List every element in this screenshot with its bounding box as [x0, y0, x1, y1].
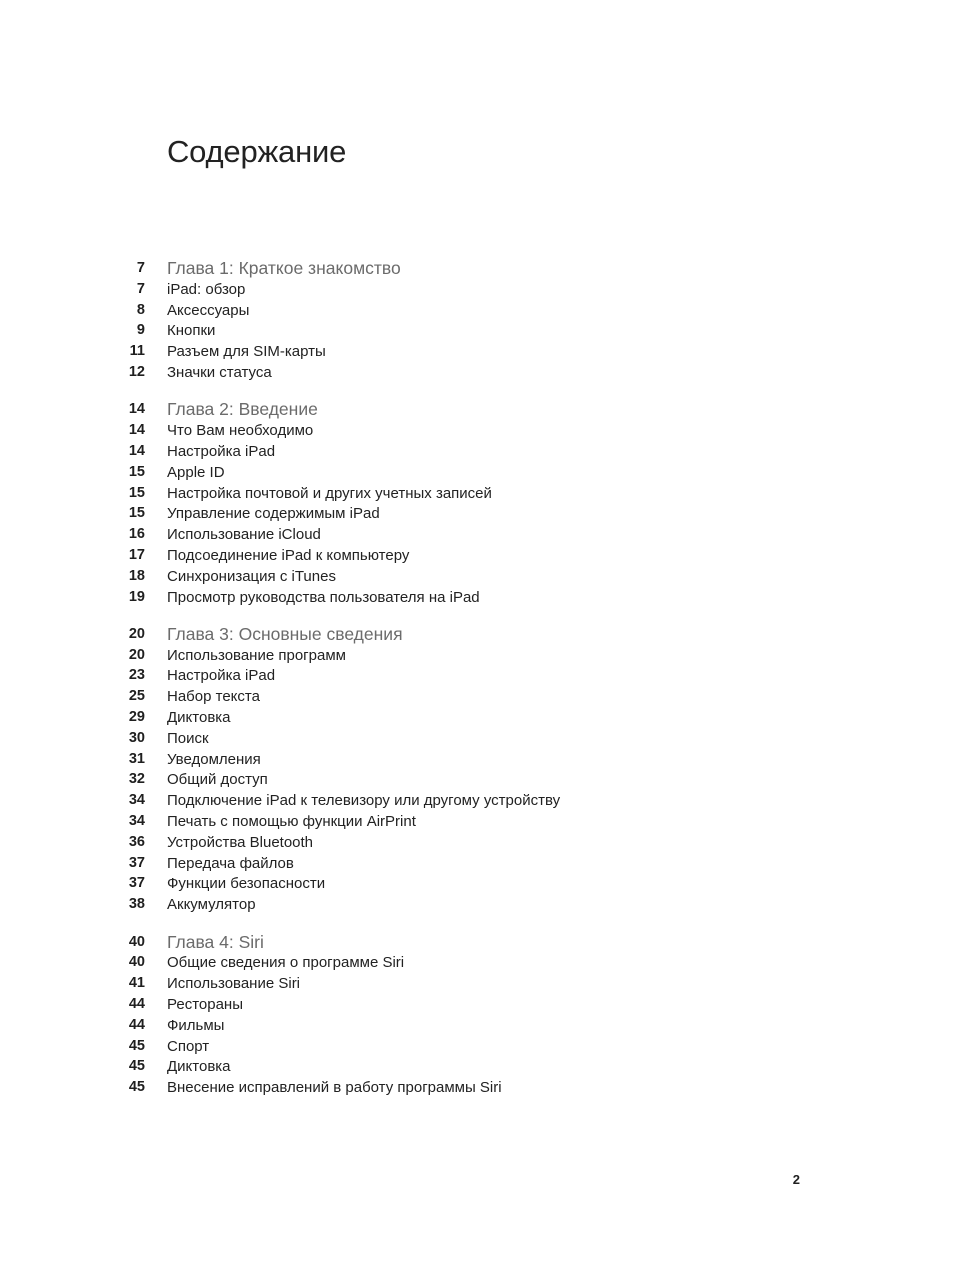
toc-entry-row — [0, 790, 955, 811]
toc-entry-row — [0, 420, 955, 441]
toc-entry-row — [0, 952, 955, 973]
toc-page-number: 14 — [128, 422, 145, 439]
toc-page-number: 7 — [136, 280, 145, 297]
toc-page-number: 15 — [128, 484, 145, 501]
toc-page-number: 19 — [128, 588, 145, 605]
toc-page-number: 25 — [128, 688, 145, 705]
page-number: 2 — [792, 1172, 800, 1187]
toc-entry-row — [0, 587, 955, 608]
toc-entry-row — [0, 503, 955, 524]
toc-entry-row — [0, 341, 955, 362]
toc-entry-title: Передача файлов — [167, 854, 294, 872]
toc-page-number: 37 — [128, 854, 145, 871]
toc-entry-row — [0, 566, 955, 587]
toc-entry-row — [0, 728, 955, 749]
toc-entry-title: Использование Siri — [167, 975, 301, 993]
toc-page-number: 38 — [128, 896, 145, 913]
toc-page-number: 18 — [128, 567, 145, 584]
toc-entry-title: Спорт — [167, 1037, 210, 1055]
toc-page-number: 41 — [128, 975, 145, 992]
toc-page-number: 45 — [128, 1079, 145, 1096]
toc-page-number: 45 — [128, 1037, 145, 1054]
toc-entry-title: Набор текста — [167, 688, 260, 706]
toc-page-number: 8 — [136, 301, 145, 318]
toc-entry-row — [0, 894, 955, 915]
toc-entry-title: Настройка почтовой и других учетных записей — [167, 484, 492, 502]
toc-entry-title: Значки статуса — [167, 364, 272, 381]
toc-entry-title: Использование программ — [167, 646, 346, 664]
toc-entry-title: Аккумулятор — [167, 896, 256, 914]
toc-entry-row — [0, 1036, 955, 1057]
toc-chapter-row — [0, 932, 955, 953]
toc-page-number: 14 — [128, 401, 145, 418]
toc-entry-row — [0, 462, 955, 483]
toc-page-number: 17 — [128, 546, 145, 563]
toc-entry-row — [0, 1056, 955, 1077]
toc-page-number: 32 — [128, 771, 145, 788]
toc-entry-row — [0, 994, 955, 1015]
toc-page-number: 11 — [129, 343, 145, 360]
toc-entry-row — [0, 707, 955, 728]
toc-page-number: 34 — [128, 792, 145, 809]
toc-entry-title: Рестораны — [167, 995, 243, 1013]
toc-entry-row — [0, 441, 955, 462]
toc-entry-title: Использование iCloud — [167, 526, 321, 544]
toc-page-number: 40 — [128, 933, 145, 950]
toc-entry-title: Поиск — [167, 729, 209, 747]
toc-page-number: 37 — [128, 875, 145, 892]
toc-entry-row — [0, 545, 955, 566]
toc-page-number: 15 — [128, 463, 145, 480]
toc-page-number: 12 — [128, 364, 145, 380]
toc-entry-title: Apple ID — [167, 463, 225, 481]
toc-entry-title: Общие сведения о программе Siri — [167, 954, 405, 972]
toc-entry-row — [0, 973, 955, 994]
toc-page-number: 16 — [128, 526, 145, 543]
toc-entry-row — [0, 524, 955, 545]
toc-page-number: 23 — [128, 667, 145, 684]
toc-entry-row — [0, 279, 955, 300]
toc-entry-title: Что Вам необходимо — [167, 422, 314, 440]
toc-page-number: 34 — [128, 813, 145, 829]
toc-entry-row — [0, 811, 955, 832]
toc-entry-title: Настройка iPad — [167, 442, 276, 460]
toc-entry-row — [0, 362, 955, 383]
toc-chapter-title: Глава 2: Введение — [167, 399, 318, 420]
toc-entry-title: Печать с помощью функции AirPrint — [167, 813, 416, 830]
toc-entry-title: Аксессуары — [167, 301, 250, 319]
toc-page-number: 15 — [128, 505, 145, 522]
toc-page-number: 14 — [128, 442, 145, 459]
toc-page-number: 20 — [128, 625, 145, 642]
toc-page-number: 45 — [128, 1058, 145, 1075]
toc-page-number: 9 — [136, 322, 145, 339]
toc-entry-title: Подключение iPad к телевизору или другому устройству — [167, 792, 561, 810]
toc-page-number: 7 — [136, 260, 145, 276]
toc-entry-row — [0, 873, 955, 894]
toc-chapter-title: Глава 1: Краткое знакомство — [167, 258, 401, 278]
toc-entry-title: Уведомления — [167, 750, 261, 768]
toc-entry-title: Функции безопасности — [167, 875, 326, 893]
toc-entry-row — [0, 320, 955, 341]
toc-page-number: 29 — [128, 709, 145, 725]
toc-entry-row — [0, 1077, 955, 1098]
toc-entry-title: Внесение исправлений в работу программы Siri — [167, 1079, 502, 1097]
toc-entry-title: Кнопки — [167, 322, 216, 340]
toc-entry-title: Диктовка — [167, 709, 231, 726]
toc-entry-row — [0, 1015, 955, 1036]
toc-entry-title: Диктовка — [167, 1058, 231, 1076]
toc-chapter-row — [0, 258, 955, 279]
toc-entry-row — [0, 832, 955, 853]
toc-entry-title: Синхронизация с iTunes — [167, 567, 336, 585]
toc-page-number: 31 — [128, 750, 145, 767]
toc-entry-title: Подсоединение iPad к компьютеру — [167, 546, 410, 564]
toc-page-number: 44 — [128, 1016, 145, 1033]
toc-chapter-row — [0, 624, 955, 645]
toc-entry-title: Просмотр руководства пользователя на iPad — [167, 588, 480, 606]
toc-chapter-title: Глава 3: Основные сведения — [167, 623, 403, 644]
toc-page-number: 40 — [128, 954, 145, 971]
toc-chapter-row — [0, 399, 955, 420]
toc-entry-row — [0, 483, 955, 504]
toc-entry-row — [0, 665, 955, 686]
toc-entry-title: Настройка iPad — [167, 667, 276, 685]
toc-entry-title: Фильмы — [167, 1016, 225, 1034]
toc-entry-title: Разъем для SIM-карты — [167, 343, 326, 361]
toc-entry-row — [0, 300, 955, 321]
toc-entry-title: Управление содержимым iPad — [167, 505, 380, 523]
toc-entry-row — [0, 853, 955, 874]
toc-entry-title: Устройства Bluetooth — [167, 833, 314, 851]
toc-entry-row — [0, 769, 955, 790]
toc-page-number: 30 — [128, 729, 145, 746]
toc-entry-row — [0, 645, 955, 666]
toc-page-number: 20 — [128, 646, 145, 663]
toc-entry-title: iPad: обзор — [167, 280, 246, 298]
toc-chapter-title: Глава 4: Siri — [167, 931, 264, 952]
toc-entry-row — [0, 749, 955, 770]
page-title: Содержание — [167, 134, 347, 169]
toc-entry-row — [0, 686, 955, 707]
toc-page-number: 44 — [128, 995, 145, 1012]
toc-entry-title: Общий доступ — [167, 771, 268, 789]
toc-page-number: 36 — [128, 833, 145, 850]
